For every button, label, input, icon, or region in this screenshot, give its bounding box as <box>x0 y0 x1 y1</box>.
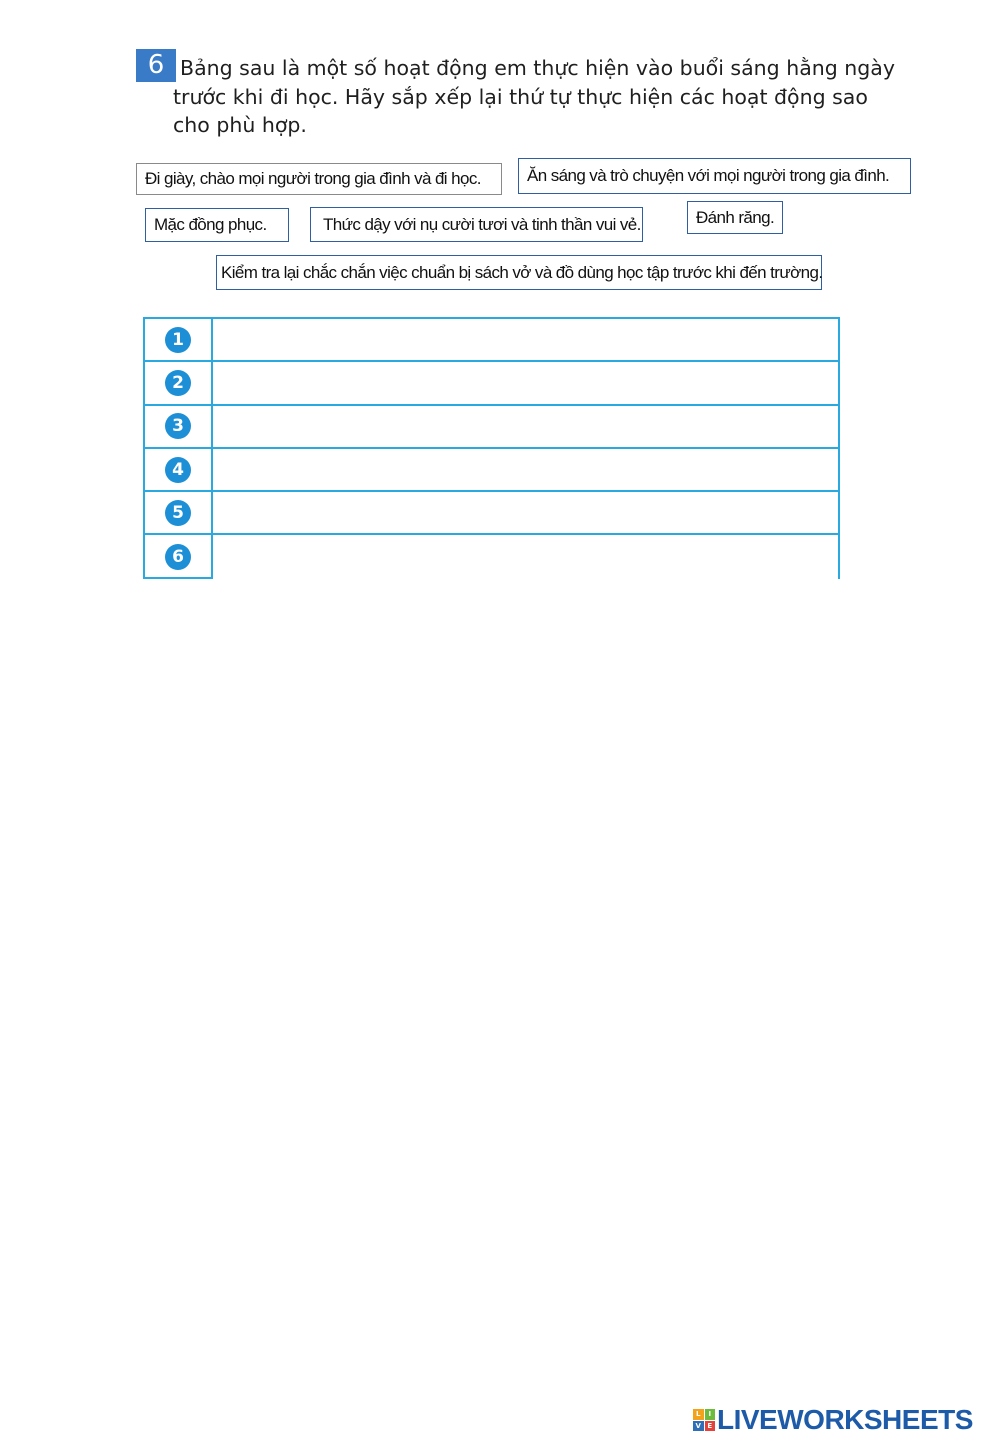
answer-drop-slot-3[interactable] <box>213 406 838 447</box>
answer-drop-slot-2[interactable] <box>213 362 838 403</box>
row-number-cell <box>145 319 213 360</box>
activity-card-wake-up[interactable]: Thức dậy với nụ cười tươi và tinh thần vui vẻ. <box>310 207 643 242</box>
activity-card-put-on-shoes[interactable]: Đi giày, chào mọi người trong gia đình và đi học. <box>136 163 502 195</box>
row-number-cell <box>145 362 213 403</box>
answer-row <box>145 492 838 535</box>
row-number-badge: 6 <box>165 544 191 570</box>
row-number-cell <box>145 406 213 447</box>
row-number-badge: 3 <box>165 413 191 439</box>
answer-row <box>145 319 838 362</box>
liveworksheets-logo <box>693 1403 973 1437</box>
row-number-badge: 1 <box>165 327 191 353</box>
activity-card-brush-teeth[interactable]: Đánh răng. <box>687 201 783 234</box>
logo-icon-letter: V <box>693 1421 704 1432</box>
logo-icon-letter: E <box>705 1421 716 1432</box>
answer-row <box>145 535 838 578</box>
question-line: Bảng sau là một số hoạt động em thực hiện vào buổi sáng hằng ngày <box>180 56 895 80</box>
row-number-cell <box>145 492 213 533</box>
row-number-badge: 5 <box>165 500 191 526</box>
activity-card-check-school-bag[interactable]: Kiểm tra lại chắc chắn việc chuẩn bị sách vở và đồ dùng học tập trước khi đến trường. <box>216 255 822 290</box>
question-number-badge: 6 <box>136 49 176 82</box>
row-number-cell <box>145 449 213 490</box>
answer-table <box>143 317 840 579</box>
liveworksheets-logo-text: LIVEWORKSHEETS <box>717 1404 973 1435</box>
activity-card-uniform[interactable]: Mặc đồng phục. <box>145 208 289 242</box>
logo-icon-letter: L <box>693 1409 704 1420</box>
answer-drop-slot-6[interactable] <box>213 535 838 578</box>
question-line: cho phù hợp. <box>173 113 307 137</box>
row-number-badge: 2 <box>165 370 191 396</box>
row-number-cell <box>145 535 213 578</box>
logo-icon-letter: I <box>705 1409 716 1420</box>
answer-drop-slot-1[interactable] <box>213 319 838 360</box>
question-line: trước khi đi học. Hãy sắp xếp lại thứ tự thực hiện các hoạt động sao <box>173 84 868 109</box>
question-text <box>173 54 893 140</box>
answer-drop-slot-5[interactable] <box>213 492 838 533</box>
answer-row <box>145 406 838 449</box>
liveworksheets-logo-icon <box>693 1409 715 1431</box>
answer-drop-slot-4[interactable] <box>213 449 838 490</box>
activity-card-breakfast[interactable]: Ăn sáng và trò chuyện với mọi người trong gia đình. <box>518 158 911 194</box>
row-number-badge: 4 <box>165 457 191 483</box>
answer-row <box>145 449 838 492</box>
answer-row <box>145 362 838 405</box>
